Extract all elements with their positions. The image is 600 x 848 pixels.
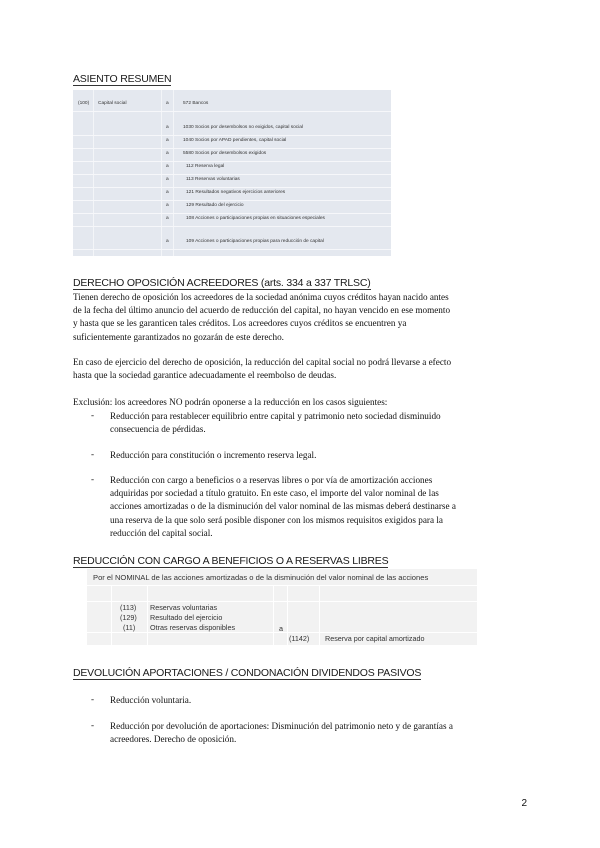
row-label: Otras reservas disponibles bbox=[150, 623, 236, 632]
paragraph-ejercicio-derecho bbox=[73, 356, 528, 382]
text-line: adquiridas por sociedad a título gratuito. En este caso, el importe del valor nominal de las bbox=[110, 488, 439, 499]
page-number: 2 bbox=[521, 798, 527, 809]
a-connector: a bbox=[166, 164, 169, 169]
paragraph-derecho-oposicion bbox=[73, 291, 528, 344]
asiento-row bbox=[73, 213, 391, 225]
row-code: (129) bbox=[120, 613, 137, 622]
a-connector: a bbox=[166, 177, 169, 182]
bullet-dash: - bbox=[91, 449, 95, 459]
bullet-text bbox=[110, 410, 528, 436]
text-line: consecuencia de pérdidas. bbox=[110, 424, 206, 435]
heading-reduccion-beneficios: REDUCCIÓN CON CARGO A BENEFICIOS O A RESERVAS LIBRES bbox=[73, 555, 389, 567]
credit-label: Reserva por capital amortizado bbox=[325, 634, 425, 643]
asiento-row bbox=[73, 174, 391, 186]
text-line: de la fecha del último anuncio del acuerdo de reducción del capital, no hayan vencido en ese momento bbox=[73, 305, 451, 316]
row-code: (11) bbox=[123, 623, 136, 632]
row-account: Capital social bbox=[98, 101, 127, 106]
heading-asiento-resumen: ASIENTO RESUMEN bbox=[73, 73, 172, 85]
a-connector: a bbox=[166, 190, 169, 195]
text-line: Tienen derecho de oposición los acreedores de la sociedad anónima cuyos créditos hayan nacido antes bbox=[73, 292, 449, 302]
bullet-text bbox=[110, 694, 528, 707]
text-line: reducción del capital social. bbox=[110, 527, 213, 538]
asiento-row bbox=[73, 135, 391, 147]
a-connector: a bbox=[279, 624, 283, 633]
asiento-row bbox=[73, 148, 391, 160]
asiento-row bbox=[73, 98, 391, 110]
a-connector: a bbox=[166, 125, 169, 130]
row-entry: 108 Acciones o participaciones propias en situaciones especiales bbox=[186, 216, 325, 221]
asiento-row bbox=[73, 200, 391, 212]
text-line: una reserva de la que solo será posible disponer con los mismos requisitos exigidos para la bbox=[110, 514, 443, 525]
row-entry: 572 Bancos bbox=[183, 101, 209, 106]
text-line: Reducción para constitución o incremento reserva legal. bbox=[110, 450, 317, 460]
row-code: (113) bbox=[120, 603, 137, 612]
row-entry: 109 Acciones o participaciones propias para reducción de capital bbox=[186, 239, 324, 244]
text-line: hasta que la sociedad garantice adecuadamente el reembolso de deudas. bbox=[73, 370, 337, 381]
heading-devolucion-aportaciones: DEVOLUCIÓN APORTACIONES / CONDONACIÓN DIVIDENDOS PASIVOS bbox=[73, 667, 422, 679]
bullet-text bbox=[110, 449, 528, 462]
bullet-dash: - bbox=[91, 694, 95, 704]
bullet-dash: - bbox=[91, 474, 95, 484]
credit-code: (1142) bbox=[289, 634, 310, 643]
bullet-dash: - bbox=[91, 720, 95, 730]
reduccion-table-title: Por el NOMINAL de las acciones amortizadas o de la disminución del valor nominal de las acciones bbox=[93, 573, 429, 582]
asiento-resumen-table bbox=[73, 90, 391, 256]
a-connector: a bbox=[166, 203, 169, 208]
text-line: Reducción por devolución de aportaciones: Disminución del patrimonio neto y de garantías a bbox=[110, 721, 453, 731]
asiento-row bbox=[73, 236, 391, 248]
a-connector: a bbox=[166, 151, 169, 156]
reduccion-journal-table bbox=[87, 569, 477, 645]
text-line: y hasta que se les garanticen tales créditos. Los acreedores cuyos créditos se encuentren ya bbox=[73, 318, 407, 329]
a-connector: a bbox=[166, 239, 169, 244]
bullet-text bbox=[110, 720, 528, 746]
row-code: (100) bbox=[78, 101, 90, 106]
text-line: Reducción para restablecer equilibrio entre capital y patrimonio neto sociedad disminuido bbox=[110, 411, 441, 421]
text-line: Reducción con cargo a beneficios o a reservas libres o por vía de amortización acciones bbox=[110, 475, 433, 485]
a-connector: a bbox=[166, 138, 169, 143]
asiento-row bbox=[73, 187, 391, 199]
row-entry: 1040 Socios por APAD pendientes, capital social bbox=[183, 138, 287, 143]
bullet-dash: - bbox=[91, 410, 95, 420]
heading-derecho-oposicion: DERECHO OPOSICIÓN ACREEDORES (arts. 334 a 337 TRLSC) bbox=[73, 277, 371, 289]
bullet-text bbox=[110, 474, 528, 540]
row-entry: 1030 Socios por desembolsos no exigidos, capital social bbox=[183, 125, 303, 130]
row-entry: 113 Reservas voluntarias bbox=[186, 177, 240, 182]
row-entry: 121 Resultados negativos ejercicios anteriores bbox=[186, 190, 286, 195]
row-entry: 129 Resultado del ejercicio bbox=[186, 203, 244, 208]
text-line: Reducción voluntaria. bbox=[110, 695, 192, 705]
asiento-row bbox=[73, 122, 391, 134]
text-line: acreedores. Derecho de oposición. bbox=[110, 734, 237, 745]
text-line: acciones amortizadas o de la disminución del valor nominal de las mismas deberá destinarse a bbox=[110, 501, 456, 512]
asiento-row bbox=[73, 161, 391, 173]
row-entry: 112 Reserva legal bbox=[186, 164, 225, 169]
a-connector: a bbox=[166, 216, 169, 221]
text-line: suficientemente garantizados no gozarán de este derecho. bbox=[73, 331, 284, 342]
row-label: Resultado del ejercicio bbox=[150, 613, 223, 622]
row-label: Reservas voluntarias bbox=[150, 603, 218, 612]
row-entry: 5580 Socios por desembolsos exigidos bbox=[183, 151, 267, 156]
text-line: En caso de ejercicio del derecho de oposición, la reducción del capital social no podrá llevarse a efecto bbox=[73, 357, 452, 367]
paragraph-exclusion: Exclusión: los acreedores NO podrán oponerse a la reducción en los casos siguientes: bbox=[73, 397, 388, 407]
a-connector: a bbox=[166, 101, 169, 106]
